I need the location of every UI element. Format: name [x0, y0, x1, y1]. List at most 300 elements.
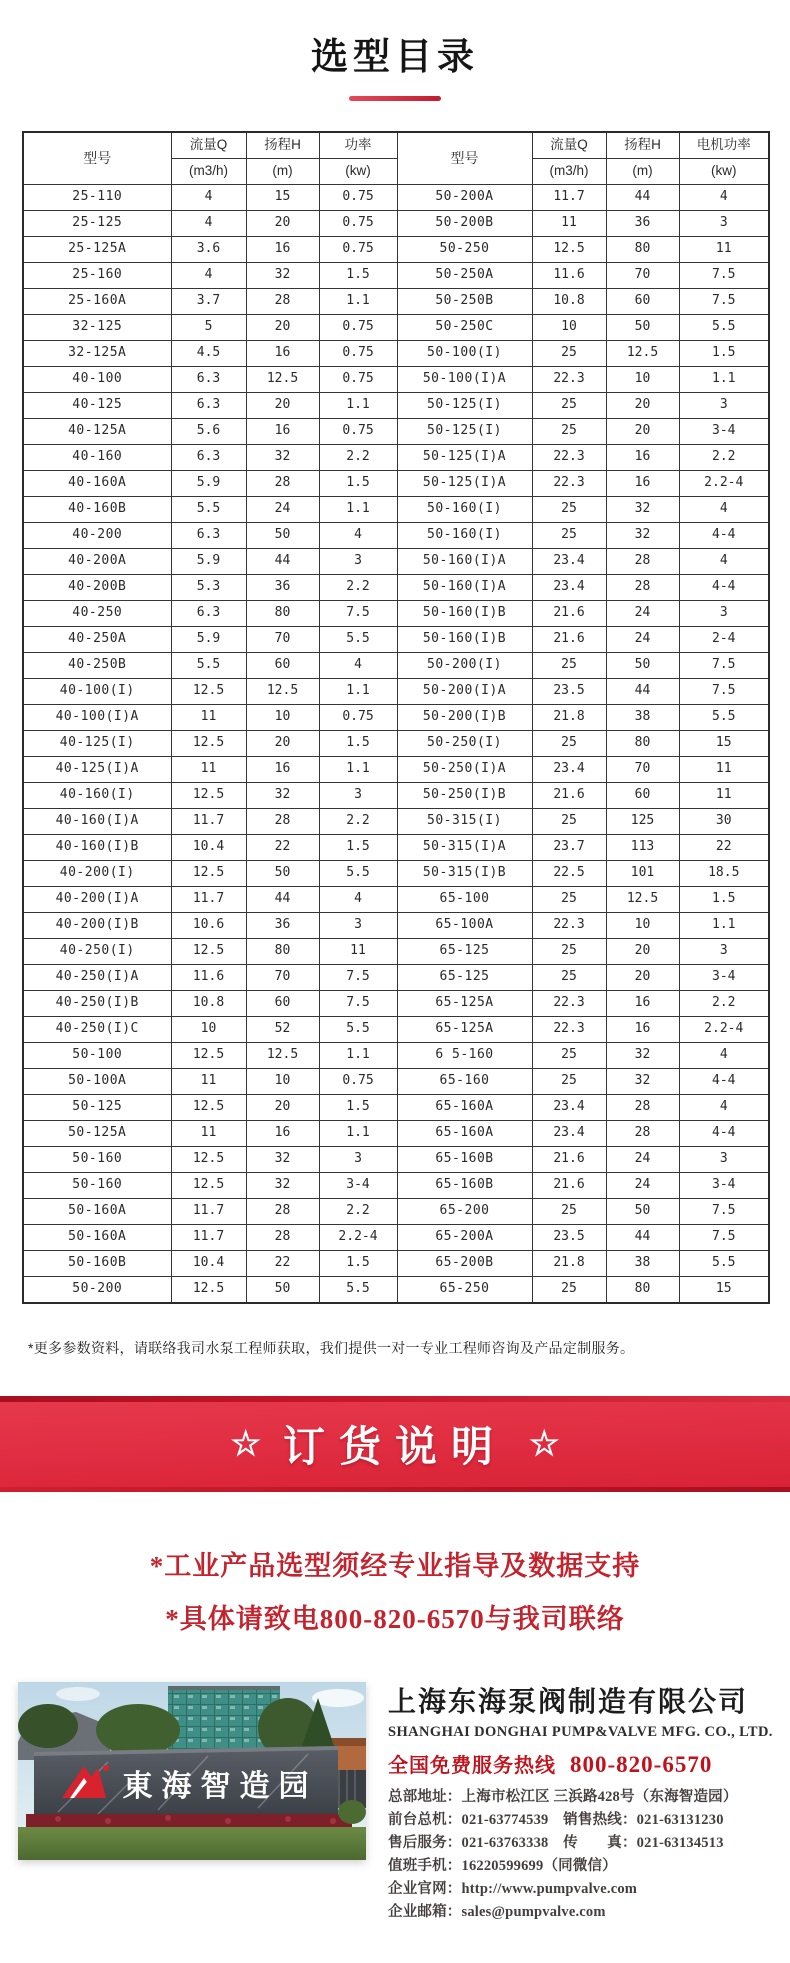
header-head-left: 扬程H: [246, 132, 319, 159]
title-underline: [349, 96, 441, 101]
model-cell: 25-160A: [23, 289, 171, 315]
value-cell: 32: [246, 445, 319, 471]
model-cell: 50-100A: [23, 1069, 171, 1095]
value-cell: 23.4: [532, 1095, 606, 1121]
value-cell: 101: [606, 861, 679, 887]
model-cell: 50-125(I)A: [397, 471, 532, 497]
value-cell: 1.1: [679, 913, 769, 939]
company-detail-line: 总部地址：上海市松江区 三浜路428号（东海智造园）: [388, 1789, 738, 1805]
value-cell: 4-4: [679, 1069, 769, 1095]
model-cell: 32-125: [23, 315, 171, 341]
value-cell: 25: [532, 965, 606, 991]
table-row: [23, 445, 769, 471]
model-cell: 50-200(I)B: [397, 705, 532, 731]
value-cell: 28: [246, 1199, 319, 1225]
value-cell: 11.7: [171, 1225, 246, 1251]
value-cell: 23.4: [532, 575, 606, 601]
value-cell: 10.8: [171, 991, 246, 1017]
value-cell: 4: [171, 185, 246, 211]
value-cell: 11: [532, 211, 606, 237]
table-row: [23, 289, 769, 315]
value-cell: 11.7: [171, 887, 246, 913]
value-cell: 2.2: [319, 445, 397, 471]
value-cell: 5.5: [679, 1251, 769, 1277]
value-cell: 0.75: [319, 419, 397, 445]
lawn: [18, 1827, 366, 1860]
value-cell: 12.5: [246, 1043, 319, 1069]
model-cell: 50-160A: [23, 1199, 171, 1225]
model-cell: 40-200A: [23, 549, 171, 575]
value-cell: 0.75: [319, 237, 397, 263]
value-cell: 25: [532, 1199, 606, 1225]
model-cell: 50-160B: [23, 1251, 171, 1277]
value-cell: 22: [246, 1251, 319, 1277]
header-power-left: 功率: [319, 132, 397, 159]
value-cell: 25: [532, 393, 606, 419]
unit-power-right: (kw): [679, 159, 769, 185]
table-header: [23, 132, 769, 185]
value-cell: 0.75: [319, 185, 397, 211]
value-cell: 21.8: [532, 705, 606, 731]
order-banner: [0, 1396, 790, 1492]
model-cell: 50-160: [23, 1147, 171, 1173]
value-cell: 2.2: [679, 445, 769, 471]
value-cell: 2-4: [679, 627, 769, 653]
value-cell: 23.5: [532, 1225, 606, 1251]
value-cell: 7.5: [679, 653, 769, 679]
header-head-right: 扬程H: [606, 132, 679, 159]
table-row: [23, 497, 769, 523]
value-cell: 20: [246, 731, 319, 757]
table-row: [23, 601, 769, 627]
value-cell: 21.6: [532, 627, 606, 653]
value-cell: 22.5: [532, 861, 606, 887]
value-cell: 3: [319, 913, 397, 939]
value-cell: 7.5: [679, 1199, 769, 1225]
model-cell: 25-125A: [23, 237, 171, 263]
value-cell: 6.3: [171, 523, 246, 549]
value-cell: 3-4: [319, 1173, 397, 1199]
model-cell: 50-250B: [397, 289, 532, 315]
value-cell: 44: [246, 887, 319, 913]
company-detail-line: 前台总机：021-63774539 销售热线：021-63131230: [388, 1811, 724, 1828]
value-cell: 22.3: [532, 445, 606, 471]
value-cell: 7.5: [679, 679, 769, 705]
value-cell: 25: [532, 1043, 606, 1069]
company-info: [366, 1682, 774, 1923]
unit-power-left: (kw): [319, 159, 397, 185]
value-cell: 25: [532, 731, 606, 757]
value-cell: 44: [606, 679, 679, 705]
model-cell: 65-100A: [397, 913, 532, 939]
value-cell: 70: [606, 263, 679, 289]
model-cell: 50-315(I)A: [397, 835, 532, 861]
value-cell: 0.75: [319, 211, 397, 237]
value-cell: 3: [679, 601, 769, 627]
value-cell: 113: [606, 835, 679, 861]
value-cell: 23.4: [532, 549, 606, 575]
value-cell: 5.5: [679, 315, 769, 341]
value-cell: 4: [171, 263, 246, 289]
table-row: [23, 1121, 769, 1147]
value-cell: 3: [679, 939, 769, 965]
value-cell: 3: [319, 549, 397, 575]
value-cell: 5.5: [319, 627, 397, 653]
value-cell: 4-4: [679, 575, 769, 601]
page-title: 选型目录: [311, 36, 479, 77]
value-cell: 15: [679, 731, 769, 757]
value-cell: 24: [606, 627, 679, 653]
value-cell: 50: [246, 861, 319, 887]
value-cell: 16: [606, 1017, 679, 1043]
value-cell: 16: [246, 757, 319, 783]
header-flow-left: 流量Q: [171, 132, 246, 159]
value-cell: 24: [606, 1147, 679, 1173]
model-cell: 65-160: [397, 1069, 532, 1095]
value-cell: 12.5: [171, 861, 246, 887]
value-cell: 2.2: [679, 991, 769, 1017]
table-row: [23, 809, 769, 835]
value-cell: 24: [246, 497, 319, 523]
value-cell: 11.6: [171, 965, 246, 991]
value-cell: 28: [606, 549, 679, 575]
model-cell: 50-100: [23, 1043, 171, 1069]
value-cell: 1.5: [679, 887, 769, 913]
table-row: [23, 1225, 769, 1251]
company-detail-line: 值班手机：16220599699（同微信）: [388, 1857, 617, 1874]
model-cell: 50-250(I)B: [397, 783, 532, 809]
model-cell: 50-315(I): [397, 809, 532, 835]
value-cell: 25: [532, 939, 606, 965]
value-cell: 80: [246, 601, 319, 627]
value-cell: 38: [606, 705, 679, 731]
value-cell: 10: [171, 1017, 246, 1043]
model-cell: 65-200: [397, 1199, 532, 1225]
model-cell: 50-200: [23, 1277, 171, 1304]
value-cell: 15: [246, 185, 319, 211]
value-cell: 32: [246, 1173, 319, 1199]
value-cell: 20: [606, 939, 679, 965]
model-cell: 50-250(I): [397, 731, 532, 757]
value-cell: 4-4: [679, 1121, 769, 1147]
flower-hedge: [26, 1814, 352, 1828]
value-cell: 4: [319, 523, 397, 549]
value-cell: 2.2: [319, 575, 397, 601]
value-cell: 22.3: [532, 1017, 606, 1043]
value-cell: 7.5: [319, 991, 397, 1017]
value-cell: 125: [606, 809, 679, 835]
value-cell: 11: [171, 705, 246, 731]
notice-line-1: *工业产品选型须经专业指导及数据支持: [149, 1551, 641, 1581]
model-cell: 40-160B: [23, 497, 171, 523]
table-row: [23, 1173, 769, 1199]
value-cell: 0.75: [319, 315, 397, 341]
notice-section: [0, 1544, 790, 1636]
table-row: [23, 913, 769, 939]
value-cell: 3: [679, 211, 769, 237]
value-cell: 1.1: [319, 1043, 397, 1069]
model-cell: 50-125(I): [397, 393, 532, 419]
model-cell: 50-125(I)A: [397, 445, 532, 471]
model-cell: 50-160(I): [397, 523, 532, 549]
value-cell: 7.5: [679, 289, 769, 315]
value-cell: 7.5: [679, 263, 769, 289]
model-cell: 40-100(I): [23, 679, 171, 705]
model-cell: 40-160(I)B: [23, 835, 171, 861]
table-row: [23, 1043, 769, 1069]
value-cell: 12.5: [171, 783, 246, 809]
value-cell: 3: [679, 1147, 769, 1173]
company-detail-line: 企业官网：http://www.pumpvalve.com: [388, 1880, 638, 1897]
table-row: [23, 861, 769, 887]
value-cell: 11: [679, 237, 769, 263]
model-cell: 6 5-160: [397, 1043, 532, 1069]
service-hotline: [388, 1749, 774, 1778]
value-cell: 80: [606, 1277, 679, 1304]
value-cell: 28: [606, 575, 679, 601]
model-cell: 50-315(I)B: [397, 861, 532, 887]
table-row: [23, 1095, 769, 1121]
model-cell: 50-160(I)A: [397, 549, 532, 575]
table-row: [23, 731, 769, 757]
value-cell: 22.3: [532, 471, 606, 497]
model-cell: 40-250B: [23, 653, 171, 679]
value-cell: 10.4: [171, 835, 246, 861]
value-cell: 16: [246, 1121, 319, 1147]
value-cell: 16: [606, 445, 679, 471]
banner-title: 订货说明: [282, 1423, 507, 1470]
model-cell: 50-160A: [23, 1225, 171, 1251]
value-cell: 25: [532, 809, 606, 835]
value-cell: 3-4: [679, 965, 769, 991]
model-cell: 50-125(I): [397, 419, 532, 445]
selection-table: [22, 131, 770, 1304]
value-cell: 23.4: [532, 1121, 606, 1147]
model-cell: 40-125: [23, 393, 171, 419]
model-cell: 50-200B: [397, 211, 532, 237]
value-cell: 0.75: [319, 1069, 397, 1095]
value-cell: 3: [319, 1147, 397, 1173]
footer-section: [0, 1682, 790, 1963]
value-cell: 12.5: [171, 679, 246, 705]
table-row: [23, 1199, 769, 1225]
table-row: [23, 627, 769, 653]
table-row: [23, 315, 769, 341]
table-row: [23, 263, 769, 289]
table-row: [23, 367, 769, 393]
value-cell: 12.5: [171, 1277, 246, 1304]
table-row: [23, 939, 769, 965]
value-cell: 70: [246, 627, 319, 653]
value-cell: 1.5: [319, 471, 397, 497]
value-cell: 12.5: [171, 1147, 246, 1173]
value-cell: 60: [246, 991, 319, 1017]
model-cell: 50-250C: [397, 315, 532, 341]
value-cell: 60: [246, 653, 319, 679]
model-cell: 40-200B: [23, 575, 171, 601]
value-cell: 10.8: [532, 289, 606, 315]
model-cell: 40-200(I)B: [23, 913, 171, 939]
value-cell: 5.5: [171, 653, 246, 679]
table-row: [23, 575, 769, 601]
value-cell: 10: [246, 705, 319, 731]
value-cell: 22.3: [532, 913, 606, 939]
value-cell: 0.75: [319, 705, 397, 731]
model-cell: 65-160B: [397, 1173, 532, 1199]
model-cell: 40-200(I): [23, 861, 171, 887]
model-cell: 50-100(I): [397, 341, 532, 367]
model-cell: 50-125A: [23, 1121, 171, 1147]
value-cell: 30: [679, 809, 769, 835]
value-cell: 1.1: [319, 393, 397, 419]
value-cell: 5.5: [679, 705, 769, 731]
model-cell: 40-160(I)A: [23, 809, 171, 835]
model-cell: 65-250: [397, 1277, 532, 1304]
model-cell: 40-250(I)A: [23, 965, 171, 991]
value-cell: 4: [679, 1043, 769, 1069]
value-cell: 32: [606, 497, 679, 523]
model-cell: 40-125A: [23, 419, 171, 445]
value-cell: 16: [606, 471, 679, 497]
table-row: [23, 523, 769, 549]
value-cell: 3.7: [171, 289, 246, 315]
value-cell: 1.1: [319, 679, 397, 705]
value-cell: 44: [606, 185, 679, 211]
value-cell: 3: [319, 783, 397, 809]
value-cell: 1.5: [679, 341, 769, 367]
value-cell: 18.5: [679, 861, 769, 887]
model-cell: 40-200: [23, 523, 171, 549]
table-row: [23, 1147, 769, 1173]
model-cell: 40-250(I)C: [23, 1017, 171, 1043]
model-cell: 50-160: [23, 1173, 171, 1199]
value-cell: 4: [319, 887, 397, 913]
title-section: [0, 0, 790, 101]
table-row: [23, 887, 769, 913]
model-cell: 50-250(I)A: [397, 757, 532, 783]
value-cell: 21.6: [532, 783, 606, 809]
model-cell: 25-160: [23, 263, 171, 289]
table-row: [23, 835, 769, 861]
value-cell: 25: [532, 497, 606, 523]
model-cell: 50-250: [397, 237, 532, 263]
model-cell: 40-125(I): [23, 731, 171, 757]
notice-line-2: *具体请致电800-820-6570与我司联络: [165, 1604, 625, 1634]
value-cell: 36: [246, 575, 319, 601]
model-cell: 40-160: [23, 445, 171, 471]
value-cell: 5.5: [319, 861, 397, 887]
value-cell: 32: [246, 1147, 319, 1173]
value-cell: 10: [606, 367, 679, 393]
value-cell: 1.1: [679, 367, 769, 393]
table-row: [23, 1251, 769, 1277]
value-cell: 28: [246, 471, 319, 497]
campus-sign-text: 東海智造园: [122, 1770, 318, 1803]
model-cell: 25-125: [23, 211, 171, 237]
value-cell: 2.2-4: [319, 1225, 397, 1251]
value-cell: 1.1: [319, 497, 397, 523]
value-cell: 12.5: [171, 1095, 246, 1121]
model-cell: 65-125A: [397, 991, 532, 1017]
value-cell: 23.5: [532, 679, 606, 705]
value-cell: 20: [606, 393, 679, 419]
model-cell: 65-160A: [397, 1095, 532, 1121]
value-cell: 16: [246, 419, 319, 445]
value-cell: 25: [532, 653, 606, 679]
value-cell: 1.1: [319, 757, 397, 783]
value-cell: 28: [606, 1121, 679, 1147]
value-cell: 70: [246, 965, 319, 991]
value-cell: 22: [679, 835, 769, 861]
value-cell: 7.5: [319, 601, 397, 627]
value-cell: 10: [606, 913, 679, 939]
value-cell: 4: [171, 211, 246, 237]
value-cell: 6.3: [171, 393, 246, 419]
value-cell: 50: [606, 653, 679, 679]
model-cell: 65-125A: [397, 1017, 532, 1043]
value-cell: 5.9: [171, 549, 246, 575]
model-cell: 40-250(I): [23, 939, 171, 965]
value-cell: 32: [606, 523, 679, 549]
value-cell: 5.5: [171, 497, 246, 523]
table-row: [23, 211, 769, 237]
value-cell: 11: [679, 783, 769, 809]
company-campus-photo: [18, 1682, 366, 1860]
value-cell: 7.5: [679, 1225, 769, 1251]
value-cell: 5.5: [319, 1017, 397, 1043]
value-cell: 80: [606, 237, 679, 263]
value-cell: 28: [246, 1225, 319, 1251]
table-row: [23, 653, 769, 679]
model-cell: 50-160(I)A: [397, 575, 532, 601]
value-cell: 21.6: [532, 601, 606, 627]
value-cell: 52: [246, 1017, 319, 1043]
value-cell: 1.5: [319, 1095, 397, 1121]
model-cell: 65-200A: [397, 1225, 532, 1251]
unit-head-left: (m): [246, 159, 319, 185]
value-cell: 16: [606, 991, 679, 1017]
value-cell: 16: [246, 237, 319, 263]
model-cell: 50-160(I)B: [397, 601, 532, 627]
model-cell: 65-100: [397, 887, 532, 913]
value-cell: 20: [606, 965, 679, 991]
value-cell: 11: [171, 1121, 246, 1147]
value-cell: 11.7: [532, 185, 606, 211]
value-cell: 11: [171, 1069, 246, 1095]
value-cell: 4: [679, 549, 769, 575]
value-cell: 12.5: [246, 367, 319, 393]
value-cell: 3.6: [171, 237, 246, 263]
value-cell: 1.1: [319, 1121, 397, 1147]
value-cell: 12.5: [246, 679, 319, 705]
value-cell: 28: [606, 1095, 679, 1121]
value-cell: 70: [606, 757, 679, 783]
model-cell: 40-250(I)B: [23, 991, 171, 1017]
value-cell: 22.3: [532, 991, 606, 1017]
value-cell: 44: [246, 549, 319, 575]
value-cell: 11: [679, 757, 769, 783]
value-cell: 4.5: [171, 341, 246, 367]
value-cell: 1.5: [319, 1251, 397, 1277]
table-row: [23, 1277, 769, 1304]
value-cell: 12.5: [606, 341, 679, 367]
value-cell: 4: [679, 185, 769, 211]
table-row: [23, 185, 769, 211]
value-cell: 5.9: [171, 471, 246, 497]
value-cell: 36: [246, 913, 319, 939]
value-cell: 10: [246, 1069, 319, 1095]
model-cell: 50-125: [23, 1095, 171, 1121]
